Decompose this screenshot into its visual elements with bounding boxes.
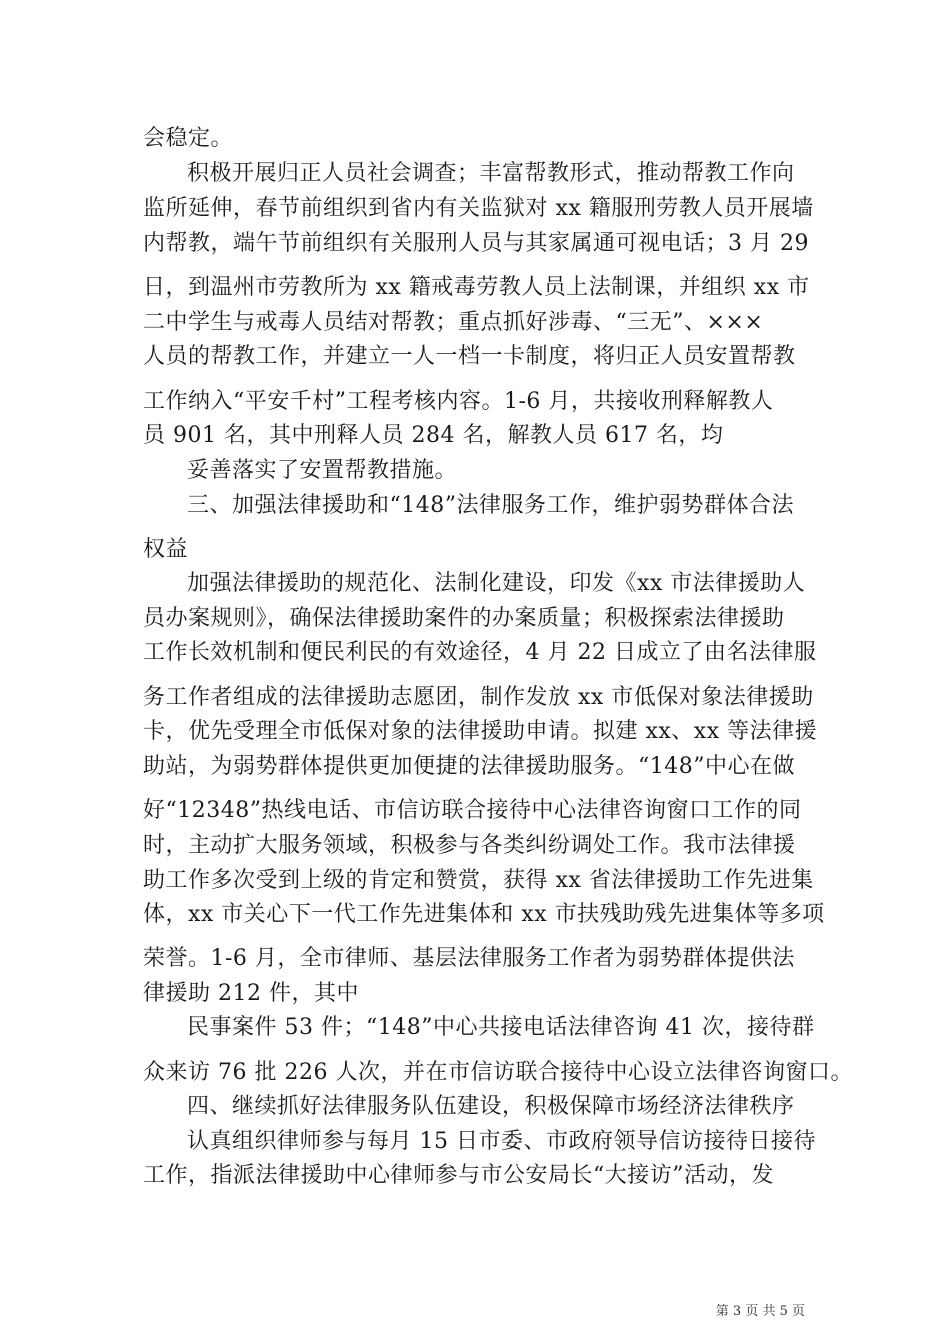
text-line: 时，主动扩大服务领域，积极参与各类纠纷调处工作。我市法律援 xyxy=(143,833,796,858)
text-line: 员 901 名，其中刑释人员 284 名，解教人员 617 名，均 xyxy=(143,423,724,448)
text-line: 人员的帮教工作，并建立一人一档一卡制度，将归正人员安置帮教 xyxy=(143,344,796,369)
section-heading: 权益 xyxy=(143,537,189,562)
text-line: 日，到温州市劳教所为 xx 籍戒毒劳教人员上法制课，并组织 xx 市 xyxy=(143,275,810,300)
text-line: 工作长效机制和便民利民的有效途径，4 月 22 日成立了由名法律服 xyxy=(143,640,817,665)
text-line: 助站，为弱势群体提供更加便捷的法律援助服务。“148”中心在做 xyxy=(143,754,795,779)
section-heading: 四、继续抓好法律服务队伍建设，积极保障市场经济法律秩序 xyxy=(187,1094,795,1119)
text-line: 员办案规则》，确保法律援助案件的办案质量；积极探索法律援助 xyxy=(143,606,785,631)
text-line: 二中学生与戒毒人员结对帮教；重点抓好涉毒、“三无”、××× xyxy=(143,310,764,335)
text-line: 认真组织律师参与每月 15 日市委、市政府领导信访接待日接待 xyxy=(187,1129,816,1154)
section-heading: 三、加强法律援助和“148”法律服务工作，维护弱势群体合法 xyxy=(187,493,794,518)
text-line: 助工作多次受到上级的肯定和赞赏，获得 xx 省法律援助工作先进集 xyxy=(143,868,814,893)
text-line: 会稳定。 xyxy=(143,126,234,151)
text-line: 务工作者组成的法律援助志愿团，制作发放 xx 市低保对象法律援助 xyxy=(143,685,814,710)
text-line: 积极开展归正人员社会调查；丰富帮教形式，推动帮教工作向 xyxy=(187,161,795,186)
page-number-footer: 第 3 页 共 5 页 xyxy=(715,1304,805,1319)
text-line: 民事案件 53 件；“148”中心共接电话法律咨询 41 次，接待群 xyxy=(187,1015,815,1040)
text-line: 加强法律援助的规范化、法制化建设，印发《xx 市法律援助人 xyxy=(187,571,806,596)
text-line: 妥善落实了安置帮教措施。 xyxy=(187,458,458,483)
text-line: 体，xx 市关心下一代工作先进集体和 xx 市扶残助残先进集体等多项 xyxy=(143,902,825,927)
text-line: 律援助 212 件，其中 xyxy=(143,981,359,1006)
text-line: 卡，优先受理全市低保对象的法律援助申请。拟建 xx、xx 等法律援 xyxy=(143,719,818,744)
text-line: 好“12348”热线电话、市信访联合接待中心法律咨询窗口工作的同 xyxy=(143,798,802,823)
text-line: 工作，指派法律援助中心律师参与市公安局长“大接访”活动，发 xyxy=(143,1163,774,1188)
text-line: 工作纳入“平安千村”工程考核内容。1-6 月，共接收刑释解教人 xyxy=(143,389,774,414)
text-line: 众来访 76 批 226 人次，并在市信访联合接待中心设立法律咨询窗口。 xyxy=(143,1060,853,1085)
text-line: 内帮教，端午节前组织有关服刑人员与其家属通可视电话；3 月 29 xyxy=(143,231,809,256)
text-line: 监所延伸，春节前组织到省内有关监狱对 xx 籍服刑劳教人员开展墙 xyxy=(143,196,814,221)
text-line: 荣誉。1-6 月，全市律师、基层法律服务工作者为弱势群体提供法 xyxy=(143,946,795,971)
